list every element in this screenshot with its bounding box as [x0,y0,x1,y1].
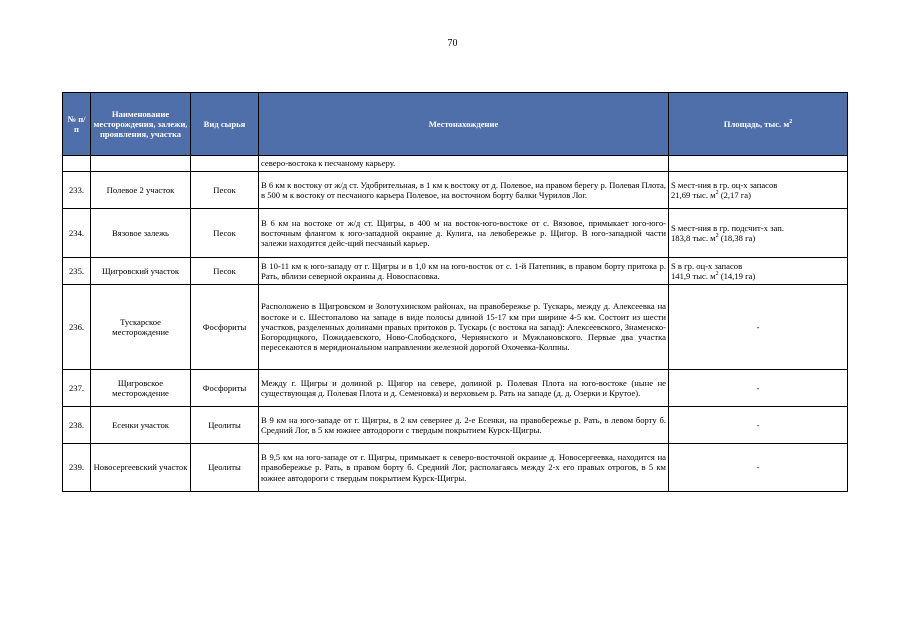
cell-location: северо-востока к песчаному карьеру. [259,156,669,172]
area-line: S мест-ния в гр. оц-х запасов [671,179,778,190]
cell-num [63,156,91,172]
cell-num: 233. [63,172,91,209]
header-type: Вид сырья [191,93,259,156]
cell-location: В 9 км на юго-западе от г. Щигры, в 2 км севернее д. 2-е Есенки, на правобережье р. Рать, в левом борту б. Средний Лог, в 5 км южнее автодороги с твердым покрытием Курск-Щигры. [259,407,669,444]
cell-type: Песок [191,209,259,258]
header-num: № п/п [63,93,91,156]
table-row [63,172,848,209]
cell-area [669,209,848,258]
header-area: Площадь, тыс. $м^2$ [669,93,848,156]
area-line: 21,69 тыс. $м^2$ (2,17 га) [671,190,751,200]
table-row [63,407,848,444]
table-row [63,444,848,492]
cell-type: Цеолиты [191,444,259,492]
cell-num: 237. [63,370,91,407]
area-line: 141,9 тыс. $м^2$ (14,19 га) [671,271,756,281]
page-number: 70 [447,38,458,49]
cell-name: Щигровский участок [91,258,191,285]
cell-type: Фосфориты [191,370,259,407]
cell-area: - [669,285,848,370]
cell-location: В 6 км на востоке от ж/д ст. Щигры, в 400 м на восток-юго-востоке от с. Вязовое, примыкает юго-юго-восточным флангом к юго-западной окраине д. Кулига, на левобережье р. Щигор. В юго-западной части залежи находится дейс-щий песчаный карьер. [259,209,669,258]
table-row [63,258,848,285]
cell-num: 238. [63,407,91,444]
cell-location: В 6 км к востоку от ж/д ст. Удобрительная, в 1 км к востоку от д. Полевое, на правом берегу р. Полевая Плота, в 500 м к востоку от песчаного карьера Полевое, на восточном борту балки Чурилов Лог. [259,172,669,209]
cell-location: В 9,5 км на юго-западе от г. Щигры, примыкает к северо-восточной окраине д. Новосергеевка, находится на правобережье р. Рать, в правом борту б. Средний Лог, располагаясь между 2-х его правых отрогов, в 5 км южнее автодороги с твердым покрытием Курск-Щигры. [259,444,669,492]
cell-num: 235. [63,258,91,285]
cell-location: В 10-11 км к юго-западу от г. Щигры и в 1,0 км на юго-восток от с. 1-й Патепник, в правом борту притока р. Рать, вблизи северной окраины д. Новоспасовка. [259,258,669,285]
cell-area: - [669,444,848,492]
cell-location: Между г. Щигры и долиной р. Щигор на севере, долиной р. Полевая Плота на юго-востоке (ныне не существующая д. Полевая Плота и д. Семеновка) и верховьем р. Рать на западе (д. д. Озерки и Крутое). [259,370,669,407]
cell-type [191,156,259,172]
cell-type: Песок [191,172,259,209]
cell-num: 239. [63,444,91,492]
cell-location: Расположено в Щигровском и Золотухинском районах, на правобережье р. Тускарь, между д. Алексеевка на востоке и с. Шестопалово на западе в виде полосы длиной 15-17 км при ширине 4-5 км. Состоит из шести участков, разделенных долинами правых притоков р. Тускарь (с востока на запад): Алексеевского, Знаменско-Богородицкого, Пожидаевского, Ново-Слободского, Чернянского и Мужлановского. Первые два участка пересекаются в меридиональном направлении железной дорогой Охочевка-Колпны. [259,285,669,370]
cell-area [669,156,848,172]
cell-name: Есенки участок [91,407,191,444]
cell-name: Тускарское месторождение [91,285,191,370]
cell-name: Вязовое залежь [91,209,191,258]
cell-type: Фосфориты [191,285,259,370]
cell-area [669,258,848,285]
header-location: Местонахождение [259,93,669,156]
cell-type: Цеолиты [191,407,259,444]
cell-name: Щигровское месторождение [91,370,191,407]
table-row [63,285,848,370]
cell-name: Полевое 2 участок [91,172,191,209]
area-line: 183,8 тыс. $м^2$ (18,38 га) [671,233,756,243]
cell-name: Новосергеевский участок [91,444,191,492]
table-row [63,209,848,258]
cell-name [91,156,191,172]
cell-area: - [669,370,848,407]
deposits-table [62,92,848,492]
cell-type: Песок [191,258,259,285]
area-line: S в гр. оц-х запасов [671,260,743,271]
area-line: S мест-ния в гр. подсчит-х зап. [671,222,784,233]
table-row [63,370,848,407]
cell-num: 236. [63,285,91,370]
cell-area: - [669,407,848,444]
cell-area [669,172,848,209]
table-header [63,93,848,156]
header-name: Наименование месторождения, залежи, проявления, участка [91,93,191,156]
table-row-continuation [63,156,848,172]
cell-num: 234. [63,209,91,258]
